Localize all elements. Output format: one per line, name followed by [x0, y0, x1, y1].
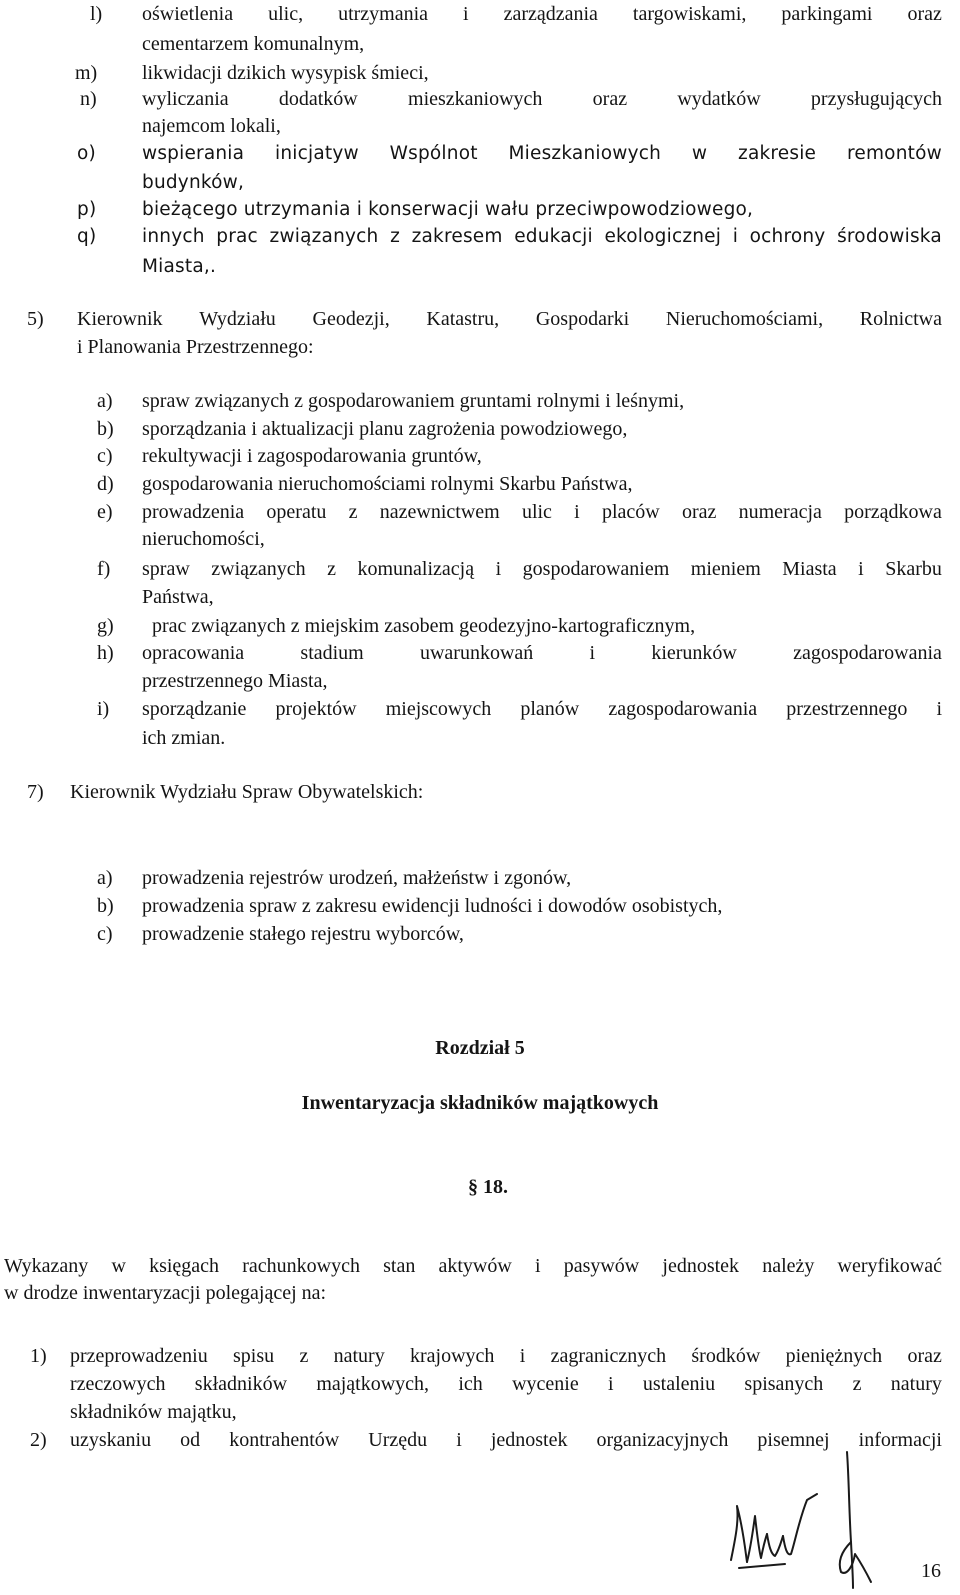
- list-label: b): [97, 418, 114, 440]
- list-label: c): [97, 923, 113, 945]
- word: Geodezji,: [312, 308, 390, 330]
- word: i: [732, 226, 739, 247]
- list-label: o): [77, 143, 96, 164]
- word: parkingami: [781, 3, 873, 25]
- word: od: [180, 1429, 201, 1451]
- word: i: [608, 1373, 614, 1395]
- list-item-line: [142, 500, 942, 524]
- list-label: e): [97, 501, 113, 523]
- word: i: [456, 1429, 462, 1451]
- word: sporządzanie: [142, 698, 247, 720]
- word: Miasta: [782, 558, 837, 580]
- word: składników: [194, 1373, 288, 1395]
- word: nazewnictwem: [379, 501, 500, 523]
- word: natury: [890, 1373, 942, 1395]
- chapter-subtitle: Inwentaryzacja składników majątkowych: [301, 1092, 659, 1114]
- word: należy: [762, 1255, 815, 1277]
- word: zagospodarowania: [793, 642, 942, 664]
- word: i: [495, 558, 502, 580]
- word: uwarunkowań: [419, 642, 534, 664]
- word: księgach: [149, 1255, 220, 1277]
- word: informacji: [858, 1429, 942, 1451]
- list-label: d): [97, 473, 114, 495]
- word: kierunków: [651, 642, 737, 664]
- word: oraz: [907, 1345, 942, 1367]
- word: innych: [142, 226, 205, 247]
- word: w: [691, 143, 708, 164]
- word: planów: [520, 698, 580, 720]
- word: gospodarowaniem: [522, 558, 670, 580]
- word: Kierownik: [77, 308, 163, 330]
- word: z: [852, 1373, 862, 1395]
- list-item-line: likwidacji dzikich wysypisk śmieci,: [142, 62, 429, 84]
- list-label: 1): [30, 1345, 47, 1367]
- list-item-line: gospodarowania nieruchomościami rolnymi Skarbu Państwa,: [142, 473, 633, 495]
- word: zagospodarowania: [608, 698, 758, 720]
- word: Wydziału: [199, 308, 276, 330]
- word: wycenie: [512, 1373, 579, 1395]
- list-item-line: Miasta,.: [142, 256, 217, 277]
- list-item-line: [142, 87, 942, 111]
- word: wspierania: [142, 143, 245, 164]
- word: ustaleniu: [642, 1373, 716, 1395]
- word: natury: [333, 1345, 385, 1367]
- word: ekologicznej: [604, 226, 722, 247]
- list-item-line: [142, 557, 942, 581]
- list-label: f): [97, 558, 111, 580]
- word: Rolnictwa: [859, 308, 942, 330]
- word: i: [589, 642, 596, 664]
- paragraph-number: § 18.: [468, 1176, 508, 1198]
- word: krajowych: [410, 1345, 495, 1367]
- word: miejscowych: [385, 698, 492, 720]
- list-item-line: najemcom lokali,: [142, 115, 281, 137]
- word: dodatków: [278, 88, 358, 110]
- word: zarządzania: [503, 3, 598, 25]
- word: i: [463, 3, 469, 25]
- section-heading-line: [77, 307, 942, 331]
- word: rachunkowych: [242, 1255, 360, 1277]
- word: majątkowych,: [316, 1373, 430, 1395]
- word: pieniężnych: [785, 1345, 883, 1367]
- list-label: b): [97, 895, 114, 917]
- list-label: c): [97, 445, 113, 467]
- word: z: [327, 558, 337, 580]
- word: i: [858, 558, 864, 580]
- word: wydatków: [677, 88, 761, 110]
- word: Katastru,: [426, 308, 500, 330]
- word: Skarbu: [885, 558, 942, 580]
- word: i: [534, 1255, 541, 1277]
- word: związanych: [211, 558, 306, 580]
- list-label: 2): [30, 1429, 47, 1451]
- section-heading-line: Kierownik Wydziału Spraw Obywatelskich:: [70, 781, 424, 803]
- word: aktywów: [438, 1255, 512, 1277]
- list-item-line: [142, 641, 942, 665]
- list-label: q): [77, 226, 97, 247]
- list-item-line: [70, 1428, 942, 1452]
- word: spraw: [142, 558, 190, 580]
- word: stadium: [300, 642, 364, 664]
- list-label: l): [90, 3, 103, 25]
- list-item-line: cementarzem komunalnym,: [142, 33, 365, 55]
- word: zakresem: [411, 226, 503, 247]
- word: z: [390, 226, 400, 247]
- list-item-line: Państwa,: [142, 586, 214, 608]
- word: oraz: [592, 88, 628, 110]
- word: komunalizacją: [357, 558, 475, 580]
- word: weryfikować: [837, 1255, 942, 1277]
- body-line: w drodze inwentaryzacji polegającej na:: [4, 1282, 327, 1304]
- word: placów: [601, 501, 660, 523]
- word: opracowania: [142, 642, 245, 664]
- list-label: p): [77, 199, 97, 220]
- word: środowiska: [837, 226, 942, 247]
- list-label: g): [97, 615, 114, 637]
- word: związanych: [269, 226, 379, 247]
- word: oświetlenia: [142, 3, 234, 25]
- word: projektów: [275, 698, 357, 720]
- list-item-line: sporządzania i aktualizacji planu zagrożenia powodziowego,: [142, 418, 628, 440]
- list-item-line: przestrzennego Miasta,: [142, 670, 328, 692]
- word: porządkowa: [844, 501, 942, 523]
- word: przeprowadzeniu: [70, 1345, 208, 1367]
- word: środków: [691, 1345, 761, 1367]
- word: jednostek: [490, 1429, 568, 1451]
- word: organizacyjnych: [596, 1429, 729, 1451]
- word: spisanych: [744, 1373, 824, 1395]
- word: rzeczowych: [70, 1373, 166, 1395]
- body-line: [4, 1254, 942, 1278]
- word: operatu: [266, 501, 327, 523]
- word: jednostek: [662, 1255, 740, 1277]
- word: spisu: [233, 1345, 275, 1367]
- word: prac: [216, 226, 258, 247]
- section-heading-line: i Planowania Przestrzennego:: [77, 336, 314, 358]
- list-item-line: budynków,: [142, 172, 245, 193]
- list-label: h): [97, 642, 114, 664]
- word: pisemnej: [757, 1429, 830, 1451]
- word: oraz: [907, 3, 942, 25]
- word: ich: [458, 1373, 483, 1395]
- word: wyliczania: [142, 88, 229, 110]
- word: zagranicznych: [550, 1345, 667, 1367]
- word: Nieruchomościami,: [665, 308, 824, 330]
- word: i: [519, 1345, 526, 1367]
- list-item-line: nieruchomości,: [142, 528, 265, 550]
- word: oraz: [681, 501, 717, 523]
- word: z: [348, 501, 358, 523]
- word: z: [299, 1345, 309, 1367]
- word: przysługujących: [810, 88, 942, 110]
- list-item-line: prowadzenia spraw z zakresu ewidencji ludności i dowodów osobistych,: [142, 895, 723, 917]
- word: przestrzennego: [786, 698, 908, 720]
- list-item-line: spraw związanych z gospodarowaniem gruntami rolnymi i leśnymi,: [142, 390, 685, 412]
- list-item-line: [70, 1372, 942, 1396]
- word: kontrahentów: [229, 1429, 340, 1451]
- word: ulic: [521, 501, 552, 523]
- word: Gospodarki: [535, 308, 630, 330]
- list-label: n): [80, 88, 97, 110]
- word: Wykazany: [4, 1255, 89, 1277]
- handwritten-initials: [725, 1450, 910, 1590]
- list-item-line: [142, 225, 942, 249]
- word: remontów: [846, 143, 942, 164]
- list-item-line: [142, 142, 942, 166]
- list-item-line: prowadzenie stałego rejestru wyborców,: [142, 923, 464, 945]
- word: Wspólnot: [389, 143, 478, 164]
- list-label: m): [75, 62, 98, 84]
- list-item-line: ich zmian.: [142, 727, 226, 749]
- word: ochrony: [749, 226, 826, 247]
- word: Urzędu: [368, 1429, 428, 1451]
- word: pasywów: [563, 1255, 640, 1277]
- list-item-line: rekultywacji i zagospodarowania gruntów,: [142, 445, 482, 467]
- section-label: 5): [27, 308, 44, 330]
- word: zakresie: [738, 143, 817, 164]
- word: mieniem: [690, 558, 761, 580]
- word: edukacji: [514, 226, 593, 247]
- list-item-line: bieżącego utrzymania i konserwacji wału przeciwpowodziowego,: [142, 199, 754, 220]
- list-item-line: prac związanych z miejskim zasobem geodezyjno-kartograficznym,: [152, 615, 696, 637]
- chapter-title: Rozdział 5: [435, 1037, 525, 1059]
- word: inicjatyw: [275, 143, 359, 164]
- list-item-line: [142, 2, 942, 26]
- word: mieszkaniowych: [408, 88, 543, 110]
- word: utrzymania: [338, 3, 429, 25]
- word: i: [574, 501, 580, 523]
- word: Mieszkaniowych: [508, 143, 662, 164]
- list-item-line: prowadzenia rejestrów urodzeń, małżeństw i zgonów,: [142, 867, 572, 889]
- word: i: [936, 698, 942, 720]
- word: prowadzenia: [142, 501, 245, 523]
- word: targowiskami,: [632, 3, 747, 25]
- word: uzyskaniu: [70, 1429, 152, 1451]
- list-label: a): [97, 867, 113, 889]
- section-label: 7): [27, 781, 44, 803]
- word: numeracja: [738, 501, 822, 523]
- list-label: i): [97, 698, 110, 720]
- page-number: 16: [921, 1560, 941, 1582]
- list-item-line: [70, 1344, 942, 1368]
- list-label: a): [97, 390, 113, 412]
- word: ulic,: [268, 3, 304, 25]
- word: stan: [383, 1255, 416, 1277]
- word: w: [111, 1255, 126, 1277]
- list-item-line: [142, 697, 942, 721]
- list-item-line: składników majątku,: [70, 1401, 237, 1423]
